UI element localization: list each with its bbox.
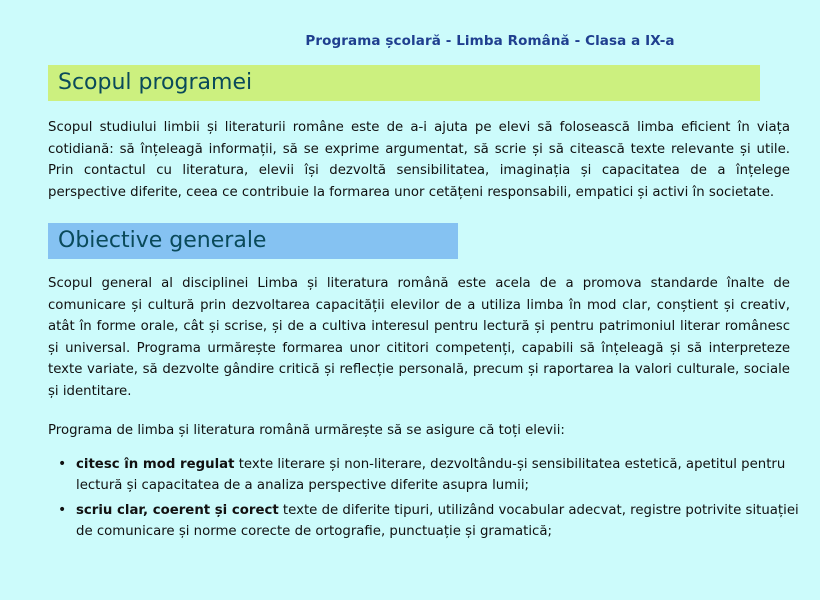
section-paragraph-scopul-programei: Scopul studiului limbii și literaturii române este de a-i ajuta pe elevi să folosească limba eficient în viața cotidiană: să înțeleagă informații, să se exprime argumentat, să scrie și să citească texte relevante și utile. Prin contactul cu literatura, elevii își dezvoltă sensibilitatea, imaginația și capacitatea de a înțelege perspective diferite, ceea ce contribuie la formarea unor cetățeni responsabili, empatici și activi în societate.: [48, 120, 790, 200]
objectives-list: [48, 454, 806, 543]
list-item-text: texte literare și non-literare, dezvoltându-și sensibilitatea estetică, apetitul pentru lectură și capacitatea de a analiza perspective diferite asupra lumii;: [76, 456, 786, 494]
list-item: [76, 500, 806, 543]
document-header: Programa școlară - Limba Română - Clasa a IX-a: [305, 33, 675, 49]
bullets-intro-line: Programa de limba și literatura română urmărește să se asigure că toți elevii:: [48, 423, 565, 439]
section-title-scopul-programei: Scopul programei: [48, 65, 760, 101]
list-item-emphasis: citesc în mod regulat: [76, 456, 235, 472]
list-item-emphasis: scriu clar, coerent și corect: [76, 502, 279, 518]
list-item-text: texte de diferite tipuri, utilizând vocabular adecvat, registre potrivite situației de comunicare și norme corecte de ortografie, punctuație și gramatică;: [76, 502, 799, 540]
section-paragraph-obiective-generale: Scopul general al disciplinei Limba și literatura română este acela de a promova standarde înalte de comunicare și cultură prin dezvoltarea capacității elevilor de a utiliza limba în mod clar, conștient și creativ, atât în forme orale, cât și scrise, și de a cultiva interesul pentru lectură și pentru patrimoniul literar românesc și universal. Programa urmărește formarea unor cititori competenți, capabili să înțeleagă și să interpreteze texte variate, să dezvolte gândire critică și reflecție personală, precum și raportarea la valori culturale, sociale și identitare.: [48, 276, 790, 399]
list-item: [76, 454, 806, 497]
section-title-obiective-generale: Obiective generale: [48, 223, 458, 259]
